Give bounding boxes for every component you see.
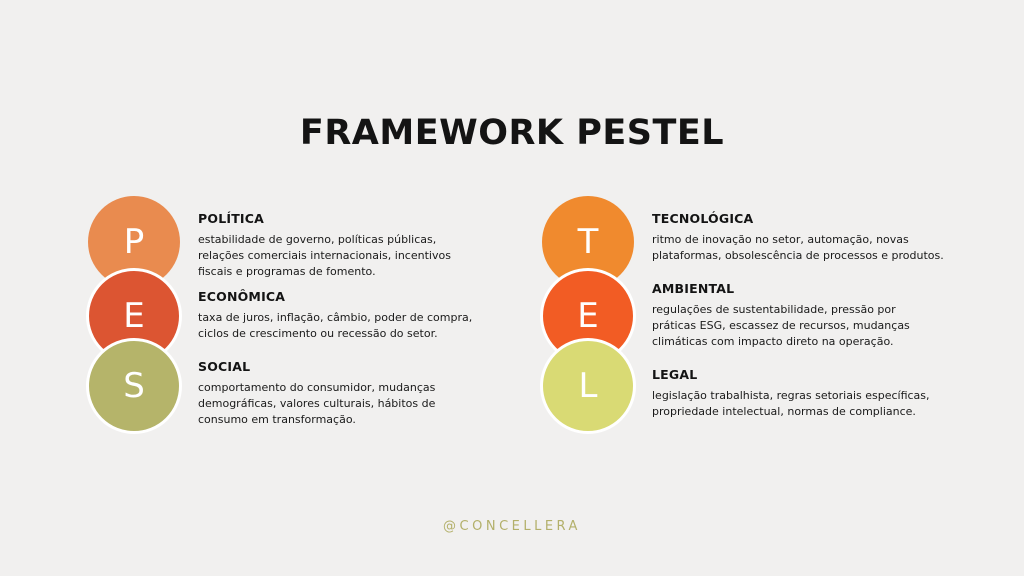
item-description: regulações de sustentabilidade, pressão por práticas ESG, escassez de recursos, mudanças climáticas com impacto direto na operação. [652,303,910,348]
item-description: legislação trabalhista, regras setoriais específicas, propriedade intelectual, normas de compliance. [652,389,930,418]
item-ambiental [652,281,927,350]
letter-s: S [123,366,145,406]
item-description: ritmo de inovação no setor, automação, novas plataformas, obsolescência de processos e produtos. [652,233,944,262]
circle-l [540,338,636,434]
item-heading: AMBIENTAL [652,281,735,296]
item-legal [652,367,947,420]
item-description: comportamento do consumidor, mudanças demográficas, valores culturais, hábitos de consumo em transformação. [198,381,436,426]
letter-t: T [577,222,599,262]
item-heading: SOCIAL [198,359,251,374]
item-heading: ECONÔMICA [198,289,286,304]
item-heading: TECNOLÓGICA [652,211,754,226]
item-politica [198,211,468,280]
item-tecnologica [652,211,962,264]
page-title: FRAMEWORK PESTEL [299,113,725,153]
circle-s [86,338,182,434]
item-description: taxa de juros, inflação, câmbio, poder de compra, ciclos de crescimento ou recessão do setor. [198,311,473,340]
item-economica [198,289,483,342]
letter-l: L [578,366,598,406]
footer-handle: @CONCELLERA [443,519,581,534]
letter-e: E [123,296,145,336]
item-description: estabilidade de governo, políticas públicas, relações comerciais internacionais, incentivos fiscais e programas de fomento. [198,233,451,278]
item-heading: LEGAL [652,367,698,382]
letter-e: E [577,296,599,336]
item-heading: POLÍTICA [198,211,265,226]
item-social [198,359,463,428]
letter-p: P [123,222,145,262]
